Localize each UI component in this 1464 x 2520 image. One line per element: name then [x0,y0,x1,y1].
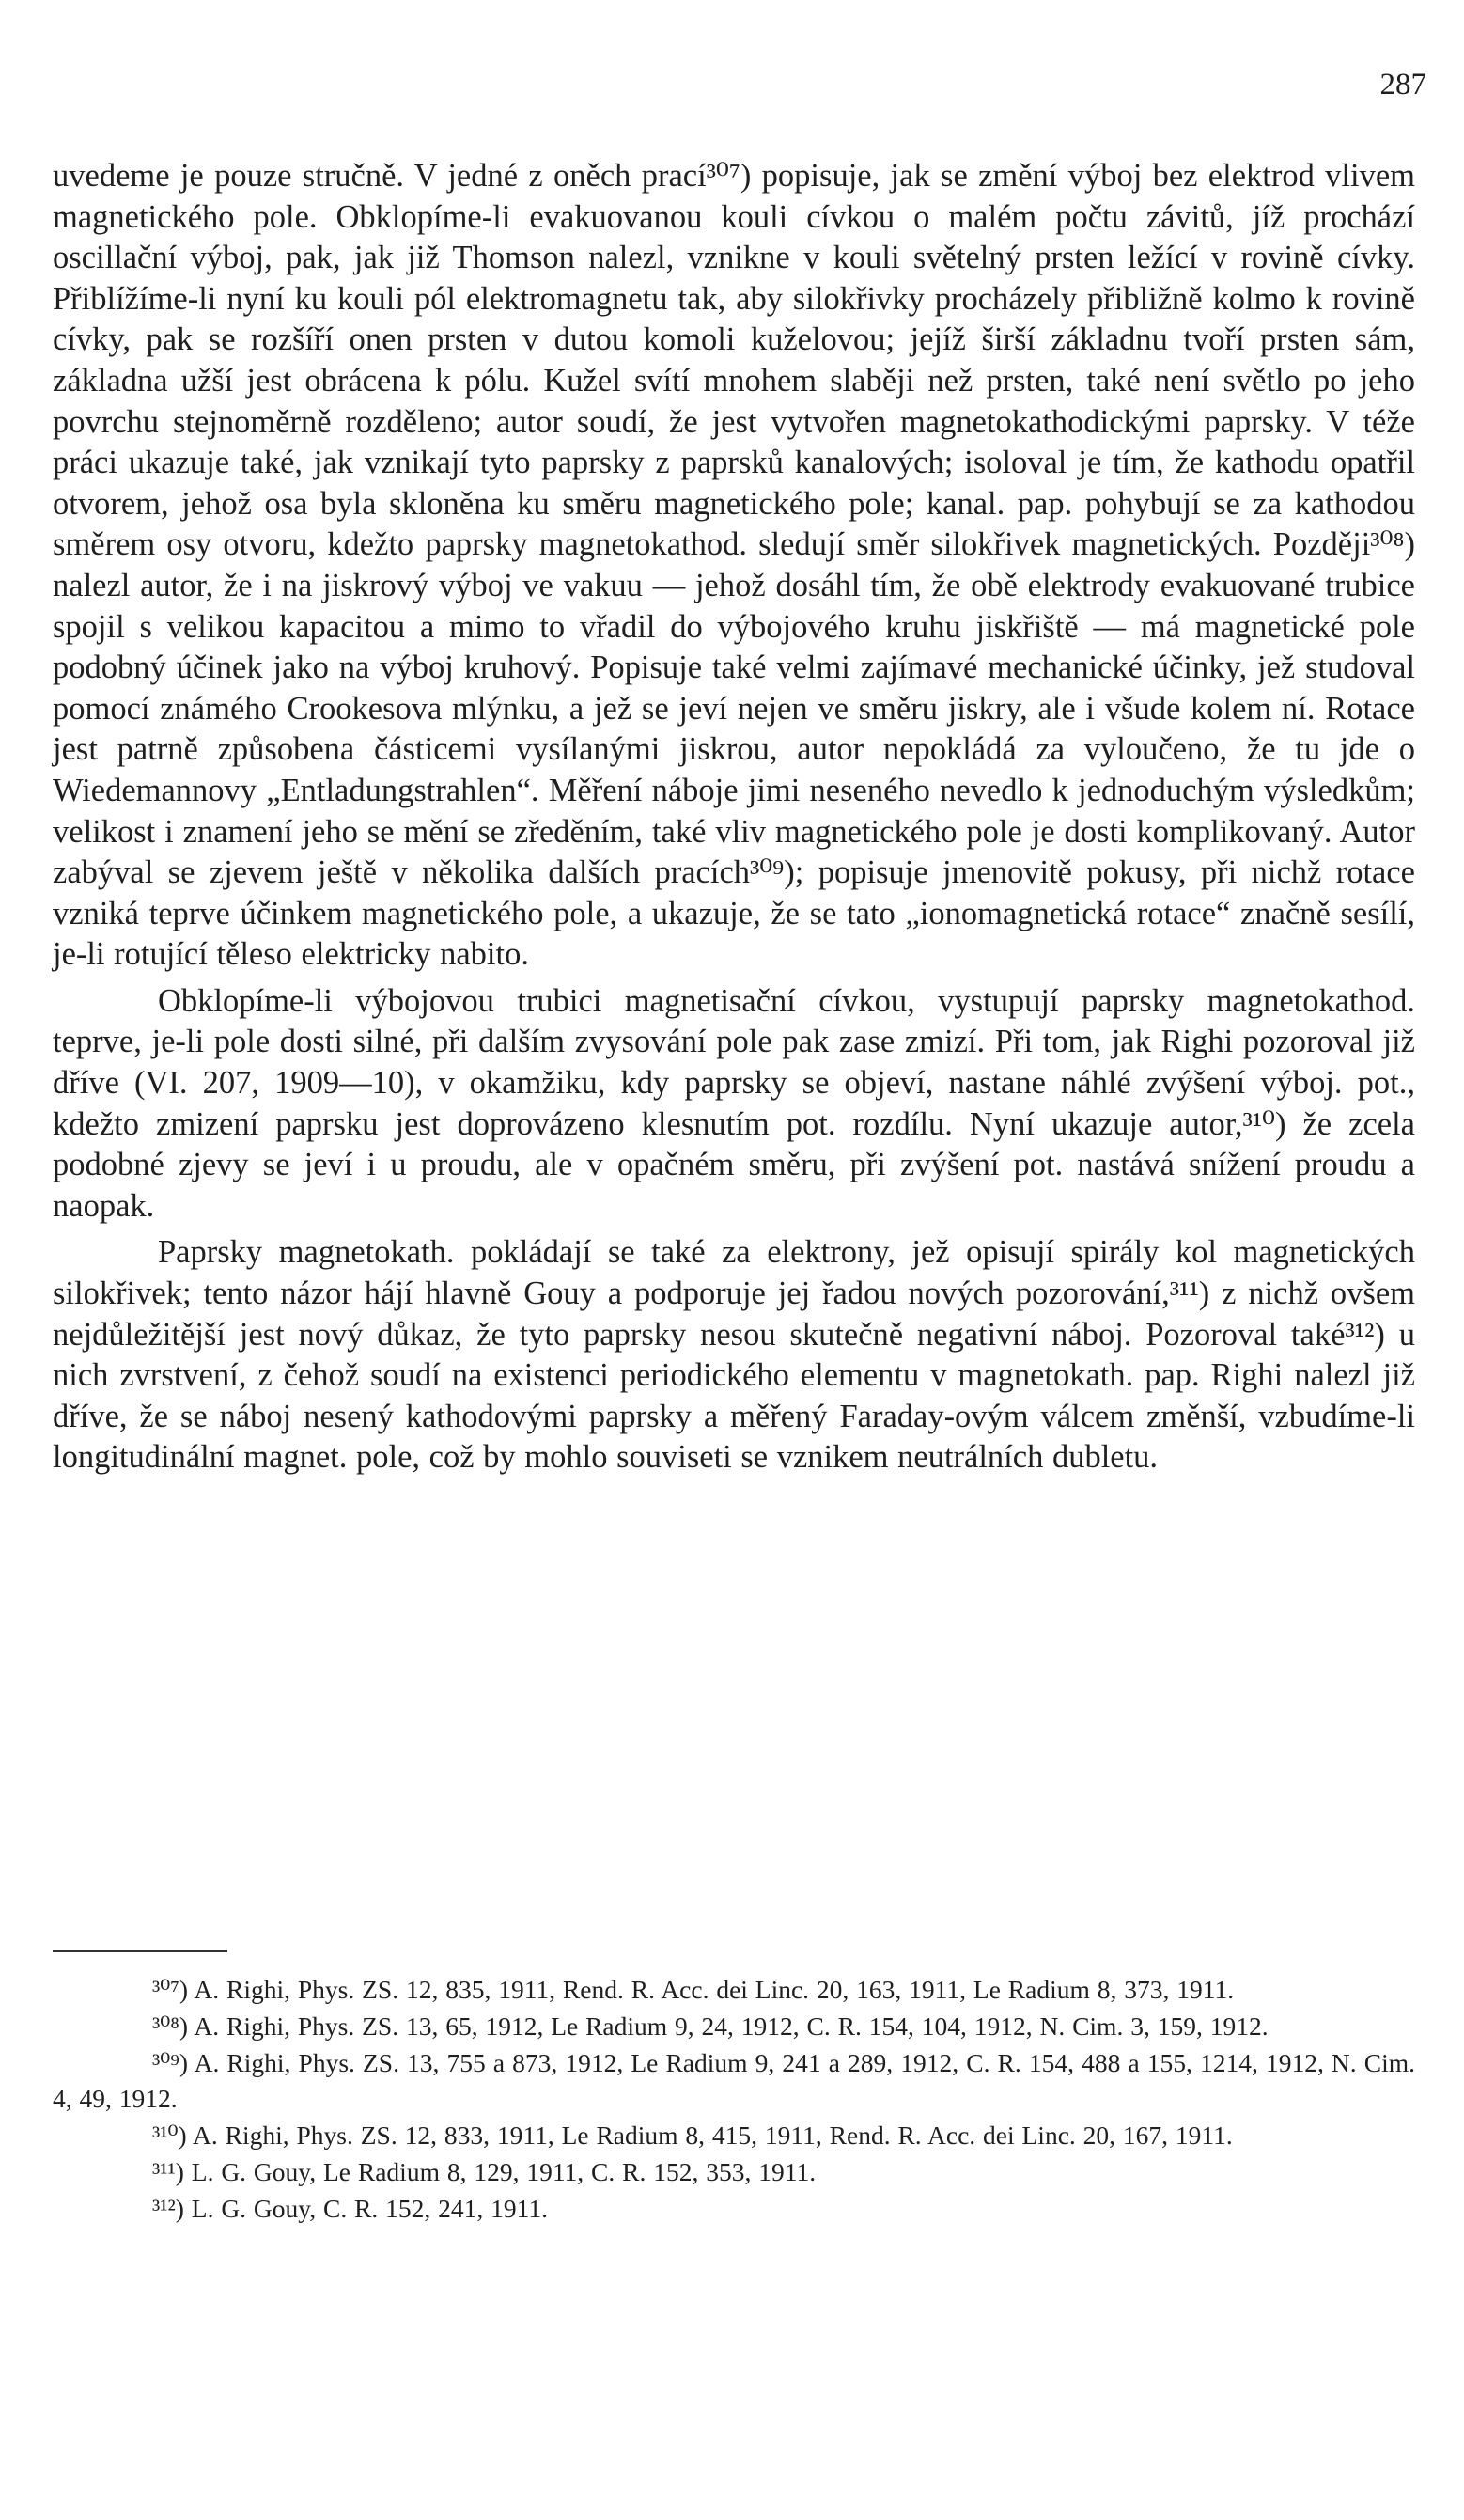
main-text [53,156,1415,1479]
footnote: ³⁰⁸) A. Righi, Phys. ZS. 13, 65, 1912, Le Radium 9, 24, 1912, C. R. 154, 104, 1912, N. Cim. 3, 159, 1912. [152,2011,1269,2041]
footnote: ³¹⁰) A. Righi, Phys. ZS. 12, 833, 1911, Le Radium 8, 415, 1911, Rend. R. Acc. dei Linc. 20, 167, 1911. [152,2121,1233,2151]
footnote: ³¹²) L. G. Gouy, C. R. 152, 241, 1911. [152,2193,549,2223]
footnotes [53,1972,1415,2228]
footnote: ³⁰⁷) A. Righi, Phys. ZS. 12, 835, 1911, Rend. R. Acc. dei Linc. 20, 163, 1911, Le Radium 8, 373, 1911. [152,1975,1235,2004]
footnote-divider [53,1950,227,1952]
page-number: 287 [1379,68,1426,102]
footnote: ³¹¹) L. G. Gouy, Le Radium 8, 129, 1911, C. R. 152, 353, 1911. [152,2156,817,2186]
footnote: ³⁰⁹) A. Righi, Phys. ZS. 13, 755 a 873, 1912, Le Radium 9, 241 a 289, 1912, C. R. 154, 488 a 155, 1214, 1912, N. Cim. 4, 49, 1912. [53,2047,1415,2114]
paragraph: Paprsky magnetokath. pokládají se také za elektrony, jež opisují spirály kol magnetických silokřivek; tento názor hájí hlavně Gouy a podporuje jej řadou nových pozorování,³¹¹) z nichž ovšem nejdůležitější jest nový důkaz, že tyto paprsky nesou skutečně negativní náboj. Pozoroval také³¹²) u nich zvrstvení, z čehož soudí na existenci periodického elementu v magnetokath. pap. Righi nalezl již dříve, že se náboj nesený kathodovými paprsky a měřený Faraday-ovým válcem změnší, vzbudíme-li longitudinální magnet. pole, což by mohlo souviseti se vznikem neutrálních dubletu. [53,1234,1415,1476]
paragraph: uvedeme je pouze stručně. V jedné z oněch prací³⁰⁷) popisuje, jak se změní výboj bez elektrod vlivem magnetického pole. Obklopíme-li evakuovanou kouli cívkou o malém počtu závitů, jíž prochází oscillační výboj, pak, jak již Thomson nalezl, vznikne v kouli světelný prsten ležící v rovině cívky. Přiblížíme-li nyní ku kouli pól elektromagnetu tak, aby silokřivky procházely přibližně kolmo k rovině cívky, pak se rozšíří onen prsten v dutou komoli kuželovou; jejíž širší základnu tvoří prsten sám, základna užší jest obrácena k pólu. Kužel svítí mnohem slaběji než prsten, také není světlo po jeho povrchu stejnoměrně rozděleno; autor soudí, že jest vytvořen magnetokathodickými paprsky. V téže práci ukazuje také, jak vznikají tyto paprsky z paprsků kanalových; isoloval je tím, že kathodu opatřil otvorem, jehož osa byla skloněna ku směru magnetického pole; kanal. pap. pohybují se za kathodou směrem osy otvoru, kdežto paprsky magnetokathod. sledují směr silokřivek magnetických. Později³⁰⁸) nalezl autor, že i na jiskrový výboj ve vakuu — jehož dosáhl tím, že obě elektrody evakuované trubice spojil s velikou kapacitou a mimo to vřadil do výbojového kruhu jiskřiště — má magnetické pole podobný účinek jako na výboj kruhový. Popisuje také velmi zajímavé mechanické účinky, jež studoval pomocí známého Crookesova mlýnku, a jež se jeví nejen ve směru jiskry, ale i všude kolem ní. Rotace jest patrně způsobena částicemi vysílanými jiskrou, autor nepokládá za vyloučeno, že tu jde o Wiedemannovy „Entladungstrahlen“. Měření náboje jimi neseného nevedlo k jednoduchým výsledkům; velikost i znamení jeho se mění se zředěním, také vliv magnetického pole je dosti komplikovaný. Autor zabýval se zjevem ještě v několika dalších pracích³⁰⁹); popisuje jmenovitě pokusy, při nichž rotace vzniká teprve účinkem magnetického pole, a ukazuje, že se tato „ionomagnetická rotace“ značně sesílí, je-li rotující těleso elektricky nabito. [53,158,1415,973]
paragraph: Obklopíme-li výbojovou trubici magnetisační cívkou, vystupují paprsky magnetokathod. teprve, je-li pole dosti silné, při dalším zvysování pole pak zase zmizí. Při tom, jak Righi pozoroval již dříve (VI. 207, 1909—10), v okamžiku, kdy paprsky se objeví, nastane náhlé zvýšení výboj. pot., kdežto zmizení paprsku jest doprovázeno klesnutím pot. rozdílu. Nyní ukazuje autor,³¹⁰) že zcela podobné zjevy se jeví i u proudu, ale v opačném směru, při zvýšení pot. nastává snížení proudu a naopak. [53,982,1415,1224]
